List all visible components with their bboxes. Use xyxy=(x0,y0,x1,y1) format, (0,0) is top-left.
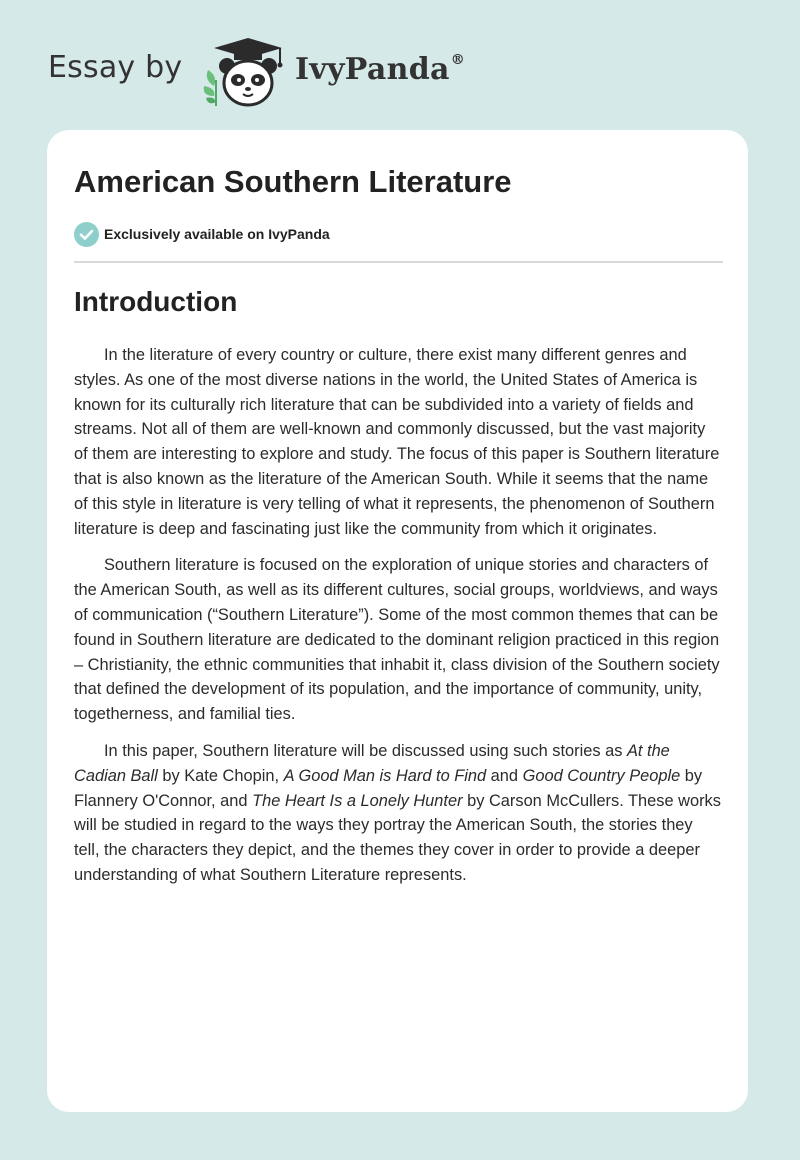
exclusive-badge-label: Exclusively available on IvyPanda xyxy=(104,226,330,242)
paragraph-3-text: In this paper, Southern literature will be discussed using such stories as xyxy=(104,741,627,760)
essay-body xyxy=(74,343,722,900)
panda-graduate-icon[interactable] xyxy=(200,36,292,108)
site-header xyxy=(0,0,800,120)
work-title-heart-lonely-hunter: The Heart Is a Lonely Hunter xyxy=(252,791,463,810)
section-heading-introduction: Introduction xyxy=(74,286,238,317)
paragraph-3 xyxy=(74,739,722,888)
paragraph-1: In the literature of every country or culture, there exist many different genres and styles. As one of the most diverse nations in the world, the United States of America is known for its culturally rich literature that can be subdivided into a variety of fields and streams. Not all of them are well-known and commonly discussed, but the vast majority of them are interesting to explore and study. The focus of this paper is Southern literature that is also known as the literature of the American South. While it seems that the name of this style in literature is very telling of what it represents, the phenomenon of Southern literature is deep and fascinating just like the community from which it originates. xyxy=(74,346,720,538)
paragraph-3-text: by Carson McCullers. These works will be studied in regard to the ways they portray the American South, the stories they tell, the characters they depict, and the themes they cover in order to provide a deeper understanding of what Southern Literature represents. xyxy=(74,791,721,884)
paragraph-2: Southern literature is focused on the exploration of unique stories and characters of the American South, as well as its different cultures, social groups, worldviews, and ways of communication (“Southern Literature”). Some of the most common themes that can be found in Southern literature are dedicated to the dominant religion practiced in this region – Christianity, the ethnic communities that inhabit it, class division of the Southern society that defined the development of its population, and the importance of community, unity, togetherness, and familial ties. xyxy=(74,556,720,724)
paragraph-3-text: by Kate Chopin, xyxy=(157,766,284,785)
registered-mark: ® xyxy=(450,52,466,68)
essay-card xyxy=(47,130,748,1112)
exclusive-badge xyxy=(74,221,330,247)
paragraph-3-text: by Flannery O'Connor, and xyxy=(74,766,703,810)
work-title-at-the-cadian-ball: At the Cadian Ball xyxy=(74,741,670,785)
brand-name: IvyPanda xyxy=(295,52,450,87)
paragraph-3-text: and xyxy=(486,766,523,785)
essay-title: American Southern Literature xyxy=(74,164,512,199)
essay-by-label: Essay by xyxy=(48,50,183,85)
title-divider xyxy=(74,261,723,263)
work-title-a-good-man: A Good Man is Hard to Find xyxy=(283,766,487,785)
work-title-good-country-people: Good Country People xyxy=(522,766,681,785)
check-circle-icon xyxy=(74,222,99,247)
brand-logo-text[interactable] xyxy=(295,52,465,87)
